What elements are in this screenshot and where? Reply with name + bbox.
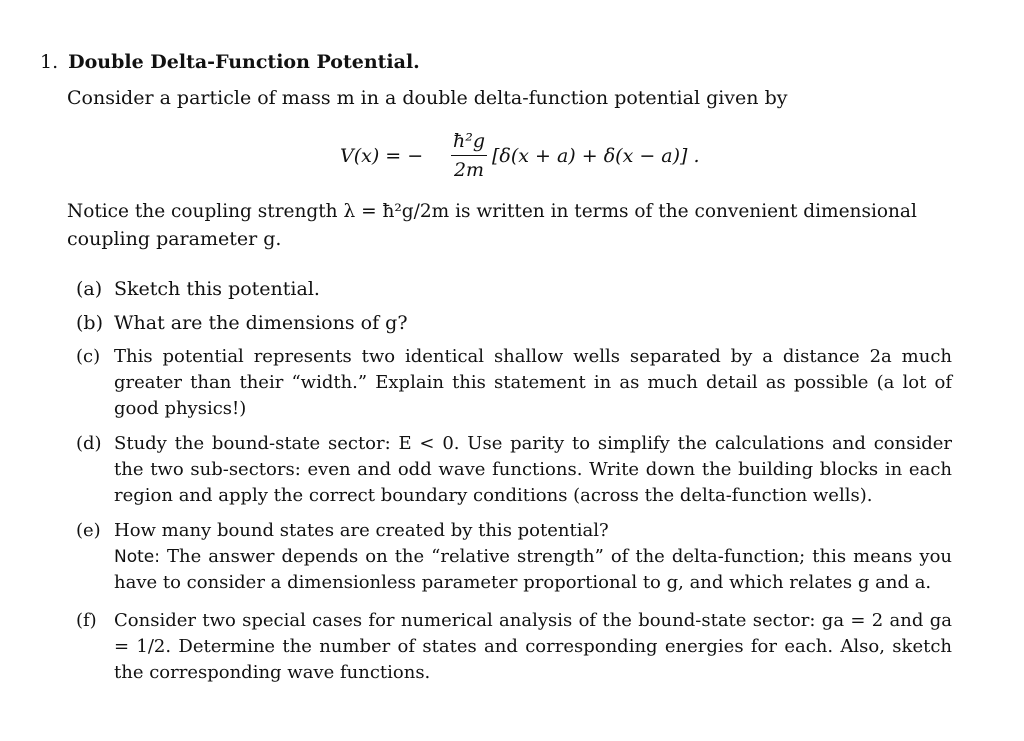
part-label: (a): [76, 278, 103, 300]
part-text: What are the dimensions of g?: [114, 312, 408, 334]
potential-equation: [340, 128, 900, 188]
part-f: [76, 608, 952, 686]
part-label: (d): [76, 433, 102, 454]
part-text: Consider two special cases for numerical analysis of the bound-state sector: ga = 2 and ga = 1/2. Determine the number of states and corresponding energies for each. Also, sketch the corresponding wave functions.: [114, 610, 952, 683]
part-c: [76, 344, 952, 422]
part-note: [114, 544, 952, 596]
problem-title: Double Delta-Function Potential.: [68, 51, 420, 73]
part-label: (f): [76, 610, 97, 631]
part-text: How many bound states are created by this potential?: [114, 520, 609, 541]
part-text: Study the bound-state sector: E < 0. Use parity to simplify the calculations and consider the two sub-sectors: even and odd wave functions. Write down the building blocks in each region and apply the correct boundary conditions (across the delta-function wells).: [114, 433, 952, 506]
notice-line-1: Notice the coupling strength λ = ħ²g/2m is written in terms of the convenient dimensional: [67, 201, 917, 222]
part-body: [114, 518, 952, 596]
part-e: [76, 518, 952, 596]
fraction-numerator: ħ²g: [452, 130, 486, 152]
note-text: The answer depends on the “relative strength” of the delta-function; this means you have to consider a dimensionless parameter proportional to g, and which relates g and a.: [114, 546, 952, 593]
part-label: (c): [76, 346, 101, 367]
part-a: [76, 276, 952, 302]
problem-number: 1.: [40, 51, 59, 73]
part-text: Sketch this potential.: [114, 278, 320, 300]
intro-paragraph: Consider a particle of mass m in a double delta-function potential given by: [67, 87, 788, 109]
equation-lhs: V(x) = −: [340, 145, 424, 167]
equation-rhs: [δ(x + a) + δ(x − a)] .: [492, 145, 700, 167]
part-label: (e): [76, 520, 101, 541]
note-label: Note:: [114, 547, 160, 567]
fraction-bar: [451, 155, 487, 156]
problem-heading: [40, 49, 420, 75]
part-d: [76, 431, 952, 509]
notice-line-2: coupling parameter g.: [67, 228, 282, 250]
part-label: (b): [76, 312, 103, 334]
fraction-denominator: 2m: [453, 159, 485, 181]
part-text: This potential represents two identical shallow wells separated by a distance 2a much greater than their “width.” Explain this statement in as much detail as possible (a lot of good physics!): [114, 346, 952, 419]
equation-fraction: [451, 128, 487, 183]
part-b: [76, 310, 952, 336]
